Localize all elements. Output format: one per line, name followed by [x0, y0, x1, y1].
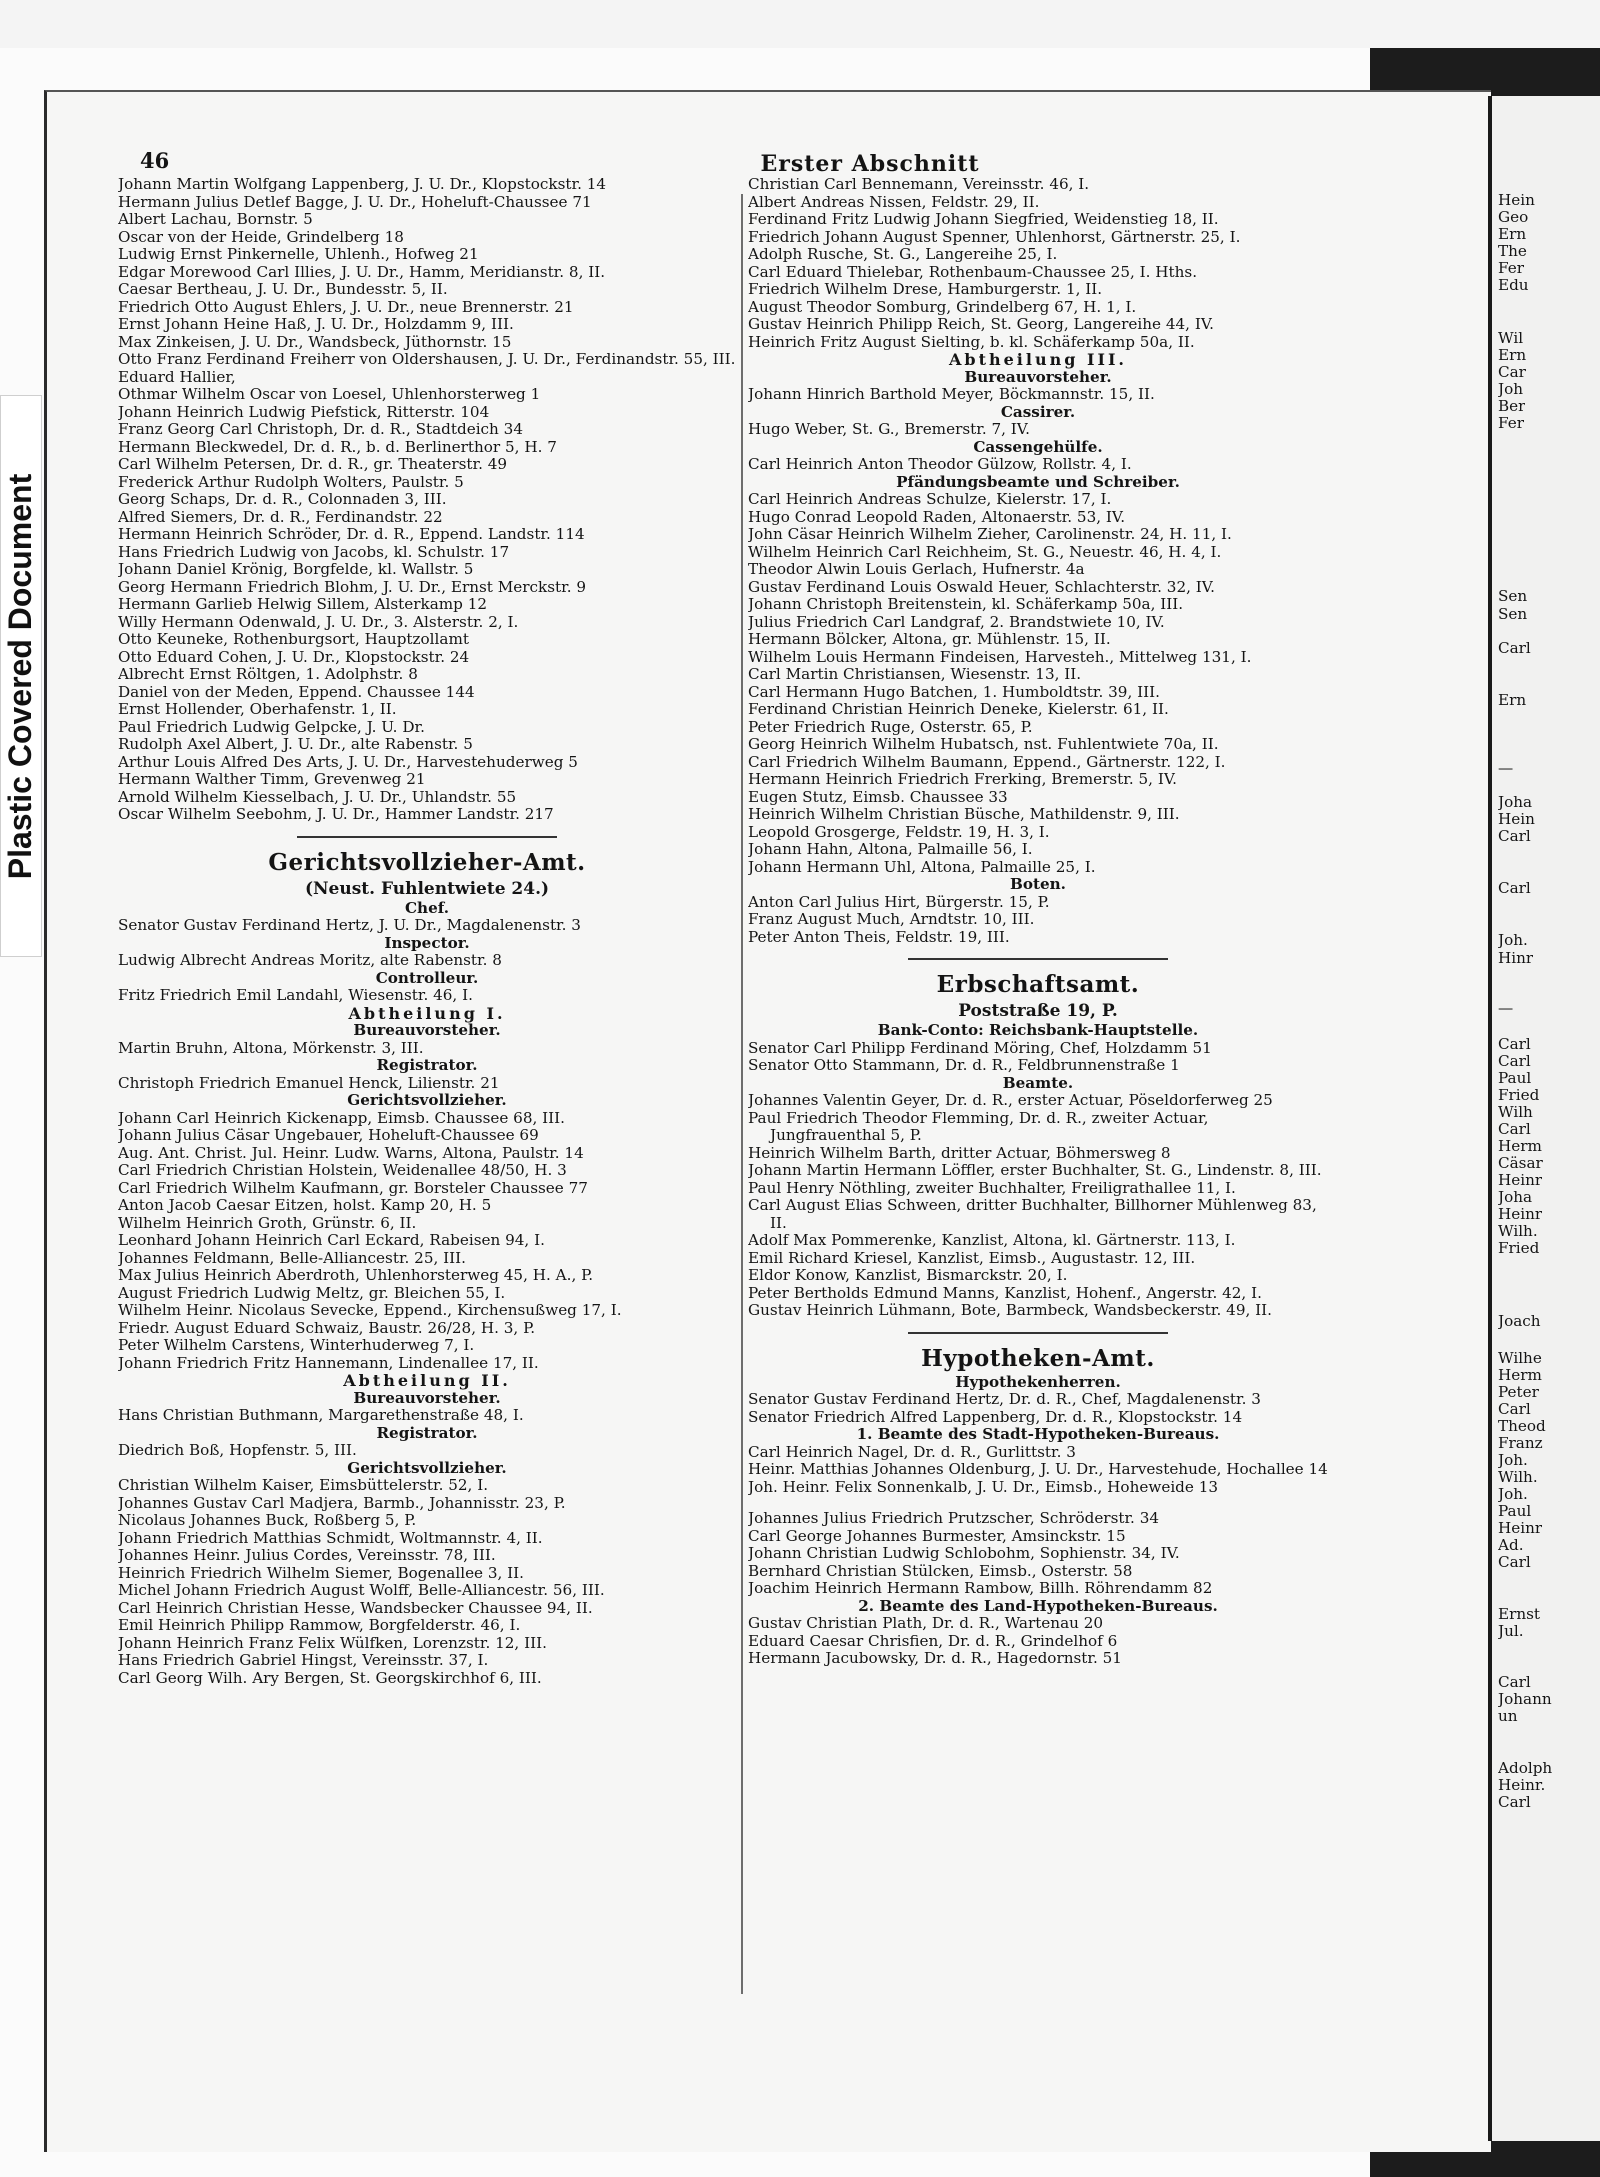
next-page-fragment: Carl: [1498, 640, 1531, 657]
next-page-fragment: Ber: [1498, 398, 1526, 415]
next-page-fragment: Heinr.: [1498, 1777, 1546, 1794]
directory-entry: Friedrich Johann August Spenner, Uhlenhorst, Gärtnerstr. 25, I.: [748, 228, 1241, 246]
directory-entry: Eduard Hallier,: [118, 368, 236, 386]
directory-entry: Diedrich Boß, Hopfenstr. 5, III.: [118, 1442, 357, 1459]
directory-entry: Otto Franz Ferdinand Freiherr von Oldershausen, J. U. Dr., Ferdinandstr. 55, III.: [118, 351, 736, 368]
section-heading: Registrator.: [376, 1056, 478, 1074]
next-page-fragment: —: [1498, 1000, 1514, 1017]
left-column: [118, 176, 736, 1687]
directory-entry: Bernhard Christian Stülcken, Eimsb., Osterstr. 58: [748, 1562, 1133, 1580]
section-heading: Cassengehülfe.: [973, 437, 1103, 456]
next-page-fragment: Wil: [1498, 330, 1524, 347]
next-page-fragment: Geo: [1498, 209, 1529, 226]
next-page-fragment: Paul: [1498, 1503, 1532, 1520]
directory-entry: Gustav Christian Plath, Dr. d. R., Wartenau 20: [748, 1615, 1104, 1632]
directory-entry: Hermann Bölcker, Altona, gr. Mühlenstr. 15, II.: [748, 631, 1111, 648]
directory-entry: Paul Henry Nöthling, zweiter Buchhalter, Freiligrathallee 11, I.: [748, 1179, 1236, 1197]
section-rule: [908, 958, 1168, 960]
directory-entry: Arthur Louis Alfred Des Arts, J. U. Dr., Harvestehuderweg 5: [118, 753, 578, 771]
section-heading: Beamte.: [1002, 1073, 1074, 1092]
directory-entry: Max Zinkeisen, J. U. Dr., Wandsbeck, Jüthornstr. 15: [118, 333, 512, 351]
next-page-fragment: Heinr: [1498, 1206, 1543, 1223]
next-page-fragment: Joha: [1498, 794, 1533, 811]
directory-entry: Hermann Garlieb Helwig Sillem, Alsterkamp 12: [118, 596, 488, 613]
directory-entry: Albert Lachau, Bornstr. 5: [118, 211, 313, 228]
next-page-fragment: Hein: [1498, 192, 1535, 209]
directory-entry: Franz Georg Carl Christoph, Dr. d. R., Stadtdeich 34: [118, 421, 523, 438]
directory-entry: Max Julius Heinrich Aberdroth, Uhlenhorsterweg 45, H. A., P.: [118, 1267, 594, 1284]
directory-entry: Hans Friedrich Gabriel Hingst, Vereinsstr. 37, I.: [118, 1652, 489, 1669]
next-page-fragment: Carl: [1498, 880, 1531, 897]
next-page-fragment: The: [1498, 243, 1527, 260]
directory-entry: Heinr. Matthias Johannes Oldenburg, J. U. Dr., Harvestehude, Hochallee 14: [748, 1461, 1328, 1478]
next-page-edge: [1488, 96, 1600, 2141]
directory-entry: Johann Hinrich Barthold Meyer, Böckmannstr. 15, II.: [748, 386, 1155, 403]
side-label-text: Plastic Covered Document: [2, 473, 39, 879]
next-page-fragment: Theod: [1498, 1418, 1546, 1435]
directory-entry: Edgar Morewood Carl Illies, J. U. Dr., Hamm, Meridianstr. 8, II.: [118, 263, 606, 281]
directory-entry: Hermann Heinrich Friedrich Frerking, Bremerstr. 5, IV.: [748, 771, 1177, 788]
directory-entry: Heinrich Friedrich Wilhelm Siemer, Bogenallee 3, II.: [118, 1564, 525, 1582]
next-page-fragment: Carl: [1498, 1674, 1531, 1691]
section-heading: Bank-Conto: Reichsbank-Hauptstelle.: [877, 1021, 1199, 1039]
office-address: (Neust. Fuhlentwiete 24.): [304, 878, 550, 899]
directory-entry: Carl Heinrich Nagel, Dr. d. R., Gurlittstr. 3: [748, 1443, 1076, 1461]
next-page-fragment: Wilhe: [1498, 1350, 1542, 1367]
next-page-fragment: Carl: [1498, 1053, 1531, 1070]
directory-entry: Adolf Max Pommerenke, Kanzlist, Altona, kl. Gärtnerstr. 113, I.: [748, 1232, 1236, 1249]
next-page-fragment: Car: [1498, 364, 1526, 381]
directory-entry: Otto Eduard Cohen, J. U. Dr., Klopstockstr. 24: [118, 648, 470, 666]
directory-entry: August Theodor Somburg, Grindelberg 67, H. 1, I.: [748, 298, 1137, 316]
directory-entry: Heinrich Wilhelm Christian Büsche, Mathildenstr. 9, III.: [748, 806, 1180, 823]
directory-entry: Peter Anton Theis, Feldstr. 19, III.: [748, 928, 1010, 946]
directory-entry: Daniel von der Meden, Eppend. Chaussee 144: [118, 683, 475, 701]
next-page-fragment: —: [1498, 760, 1514, 777]
next-page-fragment: Ern: [1498, 692, 1527, 709]
directory-entry: Aug. Ant. Christ. Jul. Heinr. Ludw. Warns, Altona, Paulstr. 14: [118, 1144, 584, 1162]
directory-entry: Johann Julius Cäsar Ungebauer, Hoheluft-Chaussee 69: [118, 1127, 539, 1144]
directory-entry: Heinrich Fritz August Sielting, b. kl. Schäferkamp 50a, II.: [748, 333, 1195, 351]
next-page-fragment: Hinr: [1498, 950, 1534, 967]
directory-entry: Georg Hermann Friedrich Blohm, J. U. Dr., Ernst Merckstr. 9: [118, 578, 587, 596]
next-page-fragment: Joh: [1498, 381, 1524, 398]
directory-entry: Emil Richard Kriesel, Kanzlist, Eimsb., Augustastr. 12, III.: [748, 1249, 1196, 1267]
next-page-fragment: Hein: [1498, 811, 1535, 828]
directory-entry: Johann Daniel Krönig, Borgfelde, kl. Wallstr. 5: [118, 561, 474, 578]
directory-entry: Friedrich Otto August Ehlers, J. U. Dr., neue Brennerstr. 21: [118, 298, 574, 316]
directory-entry: Albert Andreas Nissen, Feldstr. 29, II.: [748, 193, 1040, 211]
directory-entry: Alfred Siemers, Dr. d. R., Ferdinandstr. 22: [118, 508, 443, 526]
next-page-fragment: Ad.: [1498, 1537, 1524, 1554]
next-page-fragment: Herm: [1498, 1367, 1542, 1384]
office-address: Poststraße 19, P.: [958, 1001, 1118, 1021]
next-page-fragment: Ern: [1498, 226, 1527, 243]
directory-entry: Fritz Friedrich Emil Landahl, Wiesenstr. 46, I.: [118, 987, 473, 1004]
running-title: Erster Abschnitt: [760, 151, 980, 177]
section-heading: Gerichtsvollzieher.: [347, 1458, 507, 1477]
directory-entry: Carl George Johannes Burmester, Amsinckstr. 15: [748, 1527, 1126, 1545]
directory-entry: Hans Friedrich Ludwig von Jacobs, kl. Schulstr. 17: [118, 543, 510, 561]
directory-entry: Ernst Hollender, Oberhafenstr. 1, II.: [118, 701, 397, 718]
directory-entry: Carl Wilhelm Petersen, Dr. d. R., gr. Theaterstr. 49: [118, 456, 508, 473]
side-label-tab: [0, 395, 42, 957]
directory-entry: Hermann Walther Timm, Grevenweg 21: [118, 771, 426, 788]
directory-entry: Christoph Friedrich Emanuel Henck, Lilienstr. 21: [118, 1074, 500, 1092]
directory-entry: Johann Hermann Uhl, Altona, Palmaille 25, I.: [748, 858, 1096, 876]
office-title: Erbschaftsamt.: [936, 971, 1140, 998]
directory-entry: Johannes Heinr. Julius Cordes, Vereinsstr. 78, III.: [118, 1547, 496, 1564]
next-page-fragment: Joh.: [1498, 1452, 1528, 1469]
section-heading: Chef.: [404, 898, 450, 917]
directory-entry: Carl Martin Christiansen, Wiesenstr. 13, II.: [748, 666, 1082, 683]
next-page-fragment: Jul.: [1498, 1623, 1524, 1640]
next-page-fragment: Adolph: [1498, 1760, 1553, 1777]
section-heading: Controlleur.: [375, 968, 479, 987]
next-page-fragment: Peter: [1498, 1384, 1539, 1401]
directory-entry: August Friedrich Ludwig Meltz, gr. Bleichen 55, I.: [118, 1284, 506, 1302]
next-page-fragment: Joha: [1498, 1189, 1533, 1206]
section-heading: Bureauvorsteher.: [964, 367, 1112, 386]
directory-entry: Hermann Julius Detlef Bagge, J. U. Dr., Hoheluft-Chaussee 71: [118, 193, 592, 211]
section-heading: 2. Beamte des Land-Hypotheken-Bureaus.: [858, 1596, 1218, 1615]
directory-entry: Ferdinand Christian Heinrich Deneke, Kielerstr. 61, II.: [748, 701, 1169, 718]
directory-entry: Otto Keuneke, Rothenburgsort, Hauptzollamt: [118, 631, 469, 648]
office-title: Gerichtsvollzieher-Amt.: [268, 848, 586, 876]
section-heading: Pfändungsbeamte und Schreiber.: [896, 472, 1180, 491]
directory-entry: Friedr. August Eduard Schwaiz, Baustr. 26/28, H. 3, P.: [118, 1319, 536, 1337]
directory-entry: Gustav Ferdinand Louis Oswald Heuer, Schlachterstr. 32, IV.: [748, 578, 1215, 596]
directory-entry: Nicolaus Johannes Buck, Roßberg 5, P.: [118, 1512, 417, 1529]
next-page-fragment: Joh.: [1498, 1486, 1528, 1503]
directory-entry: Adolph Rusche, St. G., Langereihe 25, I.: [748, 246, 1058, 263]
next-page-fragment: Heinr: [1498, 1520, 1543, 1537]
directory-entry: Johannes Julius Friedrich Prutzscher, Schröderstr. 34: [748, 1510, 1160, 1527]
office-title: Hypotheken-Amt.: [921, 1344, 1155, 1372]
directory-entry: Ludwig Albrecht Andreas Moritz, alte Rabenstr. 8: [118, 952, 502, 969]
directory-entry: Johann Heinrich Franz Felix Wülfken, Lorenzstr. 12, III.: [118, 1634, 547, 1652]
directory-entry: Carl Eduard Thielebar, Rothenbaum-Chaussee 25, I. Hths.: [748, 263, 1198, 281]
directory-entry: Christian Carl Bennemann, Vereinsstr. 46, I.: [748, 176, 1090, 193]
next-page-fragment: Sen: [1498, 588, 1528, 605]
directory-entry: Frederick Arthur Rudolph Wolters, Paulstr. 5: [118, 473, 464, 491]
directory-entry: Gustav Heinrich Lühmann, Bote, Barmbeck, Wandsbeckerstr. 49, II.: [748, 1302, 1272, 1319]
directory-entry: Oscar Wilhelm Seebohm, J. U. Dr., Hammer Landstr. 217: [118, 806, 554, 823]
directory-entry: Michel Johann Friedrich August Wolff, Belle-Alliancestr. 56, III.: [118, 1582, 605, 1599]
directory-entry: Anton Carl Julius Hirt, Bürgerstr. 15, P.: [748, 893, 1050, 911]
directory-entry: Senator Friedrich Alfred Lappenberg, Dr. d. R., Klopstockstr. 14: [748, 1408, 1243, 1426]
directory-entry: Wilhelm Heinr. Nicolaus Sevecke, Eppend., Kirchensußweg 17, I.: [118, 1302, 622, 1319]
next-page-fragment: Joach: [1498, 1313, 1541, 1330]
next-page-fragment: Cäsar: [1498, 1155, 1543, 1172]
directory-entry: Julius Friedrich Carl Landgraf, 2. Brandstwiete 10, IV.: [748, 613, 1165, 631]
directory-entry: Johann Hahn, Altona, Palmaille 56, I.: [748, 841, 1033, 858]
directory-entry: Peter Wilhelm Carstens, Winterhuderweg 7, I.: [118, 1337, 475, 1354]
next-page-fragment: Carl: [1498, 1401, 1531, 1418]
directory-entry: Johann Martin Wolfgang Lappenberg, J. U. Dr., Klopstockstr. 14: [118, 176, 607, 193]
next-page-fragment: Herm: [1498, 1138, 1542, 1155]
directory-entry: Leopold Grosgerge, Feldstr. 19, H. 3, I.: [748, 823, 1050, 841]
directory-entry: Senator Gustav Ferdinand Hertz, J. U. Dr., Magdalenenstr. 3: [118, 917, 581, 934]
department-heading: Abtheilung III.: [948, 350, 1127, 369]
department-heading: Abtheilung I.: [348, 1003, 506, 1023]
directory-entry: Eugen Stutz, Eimsb. Chaussee 33: [748, 788, 1008, 806]
department-heading: Abtheilung II.: [343, 1371, 511, 1390]
directory-entry: Ernst Johann Heine Haß, J. U. Dr., Holzdamm 9, III.: [118, 316, 514, 333]
directory-entry: Paul Friedrich Theodor Flemming, Dr. d. R., zweiter Actuar, Jungfrauenthal 5, P.: [748, 1109, 1209, 1144]
next-page-fragment: Carl: [1498, 1036, 1531, 1053]
directory-entry: Peter Bertholds Edmund Manns, Kanzlist, Hohenf., Angerstr. 42, I.: [748, 1284, 1262, 1302]
directory-entry: Carl Heinrich Christian Hesse, Wandsbecker Chaussee 94, II.: [118, 1599, 593, 1617]
directory-entry: Carl Heinrich Andreas Schulze, Kielerstr. 17, I.: [748, 491, 1112, 508]
directory-entry: Johannes Valentin Geyer, Dr. d. R., erster Actuar, Pöseldorferweg 25: [748, 1092, 1273, 1109]
directory-entry: Carl Friedrich Christian Holstein, Weidenallee 48/50, H. 3: [118, 1162, 567, 1179]
section-heading: Registrator.: [376, 1423, 478, 1442]
directory-entry: Johann Christoph Breitenstein, kl. Schäferkamp 50a, III.: [748, 596, 1184, 613]
directory-entry: Anton Jacob Caesar Eitzen, holst. Kamp 20, H. 5: [118, 1197, 492, 1214]
next-page-fragment: Fried: [1498, 1087, 1540, 1104]
next-page-fragment: Heinr: [1498, 1172, 1543, 1189]
directory-entry: Joh. Heinr. Felix Sonnenkalb, J. U. Dr., Eimsb., Hoheweide 13: [748, 1478, 1219, 1496]
section-heading: Bureauvorsteher.: [353, 1388, 501, 1407]
section-heading: Bureauvorsteher.: [353, 1021, 501, 1039]
directory-entry: Senator Gustav Ferdinand Hertz, Dr. d. R., Chef, Magdalenenstr. 3: [748, 1391, 1261, 1408]
section-heading: Boten.: [1010, 875, 1066, 893]
directory-entry: Johann Friedrich Matthias Schmidt, Woltmannstr. 4, II.: [118, 1529, 543, 1547]
section-heading: Gerichtsvollzieher.: [347, 1091, 507, 1109]
directory-entry: Leonhard Johann Heinrich Carl Eckard, Rabeisen 94, I.: [118, 1232, 545, 1249]
directory-entry: John Cäsar Heinrich Wilhelm Zieher, Carolinenstr. 24, H. 11, I.: [748, 526, 1232, 543]
directory-entry: Hermann Heinrich Schröder, Dr. d. R., Eppend. Landstr. 114: [118, 526, 585, 543]
directory-entry: Wilhelm Louis Hermann Findeisen, Harvesteh., Mittelweg 131, I.: [748, 648, 1252, 666]
directory-entry: Martin Bruhn, Altona, Mörkenstr. 3, III.: [118, 1039, 424, 1057]
directory-entry: Ferdinand Fritz Ludwig Johann Siegfried, Weidenstieg 18, II.: [748, 211, 1219, 228]
next-page-fragment: Ernst: [1498, 1606, 1541, 1623]
directory-entry: Johann Carl Heinrich Kickenapp, Eimsb. Chaussee 68, III.: [118, 1109, 565, 1127]
directory-entry: Georg Heinrich Wilhelm Hubatsch, nst. Fuhlentwiete 70a, II.: [748, 736, 1219, 753]
directory-entry: Gustav Heinrich Philipp Reich, St. Georg, Langereihe 44, IV.: [748, 316, 1214, 333]
next-page-fragment: Joh.: [1498, 932, 1528, 949]
next-page-fragment: Wilh.: [1498, 1469, 1538, 1486]
directory-entry: Johannes Gustav Carl Madjera, Barmb., Johannisstr. 23, P.: [118, 1494, 566, 1512]
right-column: [748, 176, 1328, 1668]
directory-entry: Albrecht Ernst Röltgen, 1. Adolphstr. 8: [118, 666, 418, 683]
next-page-fragment: Wilh: [1498, 1104, 1533, 1121]
directory-entry: Hermann Jacubowsky, Dr. d. R., Hagedornstr. 51: [748, 1650, 1122, 1667]
directory-entry: Peter Friedrich Ruge, Osterstr. 65, P.: [748, 718, 1033, 736]
directory-entry: Christian Wilhelm Kaiser, Eimsbüttelerstr. 52, I.: [118, 1477, 489, 1494]
directory-entry: Senator Otto Stammann, Dr. d. R., Feldbrunnenstraße 1: [748, 1057, 1180, 1074]
directory-entry: Joachim Heinrich Hermann Rambow, Billh. Röhrendamm 82: [748, 1580, 1213, 1597]
next-page-fragment: Johann: [1498, 1691, 1552, 1708]
directory-entry: Hermann Bleckwedel, Dr. d. R., b. d. Berlinerthor 5, H. 7: [118, 438, 557, 456]
directory-entry: Hans Christian Buthmann, Margarethenstraße 48, I.: [118, 1407, 524, 1424]
next-page-fragment: Fer: [1498, 260, 1524, 277]
directory-entry: Willy Hermann Odenwald, J. U. Dr., 3. Alsterstr. 2, I.: [118, 613, 519, 631]
directory-entry: Friedrich Wilhelm Drese, Hamburgerstr. 1, II.: [748, 281, 1103, 298]
section-heading: 1. Beamte des Stadt-Hypotheken-Bureaus.: [856, 1425, 1220, 1443]
section-rule: [908, 1332, 1168, 1334]
directory-entry: Oscar von der Heide, Grindelberg 18: [118, 228, 404, 246]
next-page-fragment: Wilh.: [1498, 1223, 1538, 1240]
directory-entry: Carl Heinrich Anton Theodor Gülzow, Rollstr. 4, I.: [748, 456, 1132, 473]
directory-entry: Heinrich Wilhelm Barth, dritter Actuar, Böhmersweg 8: [748, 1144, 1171, 1162]
directory-entry: Emil Heinrich Philipp Rammow, Borgfelderstr. 46, I.: [118, 1617, 521, 1634]
directory-entry: Georg Schaps, Dr. d. R., Colonnaden 3, III.: [118, 491, 447, 508]
directory-entry: Johann Christian Ludwig Schlobohm, Sophienstr. 34, IV.: [748, 1545, 1180, 1562]
section-rule: [297, 836, 557, 838]
next-page-fragment: Fried: [1498, 1240, 1540, 1257]
directory-entry: Hugo Weber, St. G., Bremerstr. 7, IV.: [748, 421, 1030, 438]
next-page-fragment: Paul: [1498, 1070, 1532, 1087]
section-heading: Cassirer.: [1000, 402, 1076, 421]
next-page-fragment: Sen: [1498, 606, 1528, 623]
directory-entry: Rudolph Axel Albert, J. U. Dr., alte Rabenstr. 5: [118, 736, 473, 753]
directory-entry: Hugo Conrad Leopold Raden, Altonaerstr. 53, IV.: [748, 508, 1126, 526]
next-page-fragment: Carl: [1498, 1794, 1531, 1811]
next-page-fragment: Franz: [1498, 1435, 1543, 1452]
directory-entry: Carl Hermann Hugo Batchen, 1. Humboldtstr. 39, III.: [748, 683, 1160, 701]
directory-entry: Arnold Wilhelm Kiesselbach, J. U. Dr., Uhlandstr. 55: [118, 788, 517, 806]
next-page-fragment: Carl: [1498, 1554, 1531, 1571]
directory-entry: Othmar Wilhelm Oscar von Loesel, Uhlenhorsterweg 1: [118, 386, 541, 403]
directory-entry: Carl Georg Wilh. Ary Bergen, St. Georgskirchhof 6, III.: [118, 1669, 542, 1687]
directory-entry: Paul Friedrich Ludwig Gelpcke, J. U. Dr.: [118, 718, 425, 736]
directory-entry: Eduard Caesar Chrisfien, Dr. d. R., Grindelhof 6: [748, 1632, 1118, 1650]
directory-entry: Theodor Alwin Louis Gerlach, Hufnerstr. 4a: [748, 561, 1085, 578]
directory-entry: Senator Carl Philipp Ferdinand Möring, Chef, Holzdamm 51: [748, 1039, 1212, 1057]
next-page-fragment: un: [1498, 1708, 1518, 1725]
directory-entry: Carl August Elias Schween, dritter Buchhalter, Billhorner Mühlenweg 83, II.: [748, 1197, 1317, 1232]
directory-entry: Carl Friedrich Wilhelm Kaufmann, gr. Borsteler Chaussee 77: [118, 1179, 588, 1197]
next-page-fragment: Ern: [1498, 347, 1527, 364]
directory-entry: Eldor Konow, Kanzlist, Bismarckstr. 20, I.: [748, 1267, 1068, 1284]
section-heading: Hypothekenherren.: [955, 1372, 1121, 1391]
next-page-fragment: Edu: [1498, 277, 1529, 294]
spacer: [748, 1496, 1328, 1510]
directory-entry: Johann Martin Hermann Löffler, erster Buchhalter, St. G., Lindenstr. 8, III.: [748, 1162, 1322, 1179]
next-page-fragment: Fer: [1498, 415, 1524, 432]
section-heading: Inspector.: [384, 933, 470, 952]
directory-entry: Johann Friedrich Fritz Hannemann, Lindenallee 17, II.: [118, 1354, 539, 1372]
next-page-fragment: Carl: [1498, 828, 1531, 845]
directory-entry: Wilhelm Heinrich Groth, Grünstr. 6, II.: [118, 1214, 417, 1232]
scan-top-band: [0, 0, 1600, 48]
directory-entry: Carl Friedrich Wilhelm Baumann, Eppend., Gärtnerstr. 122, I.: [748, 753, 1226, 771]
directory-entry: Ludwig Ernst Pinkernelle, Uhlenh., Hofweg 21: [118, 246, 479, 263]
directory-entry: Johannes Feldmann, Belle-Alliancestr. 25, III.: [118, 1249, 466, 1267]
next-page-fragment: Carl: [1498, 1121, 1531, 1138]
directory-entry: Wilhelm Heinrich Carl Reichheim, St. G., Neuestr. 46, H. 4, I.: [748, 543, 1222, 561]
page-number: 46: [140, 148, 170, 173]
directory-entry: Caesar Bertheau, J. U. Dr., Bundesstr. 5, II.: [118, 281, 448, 298]
directory-entry: Franz August Much, Arndtstr. 10, III.: [748, 911, 1035, 928]
column-divider: [741, 194, 743, 1994]
directory-entry: Johann Heinrich Ludwig Piefstick, Ritterstr. 104: [118, 403, 490, 421]
